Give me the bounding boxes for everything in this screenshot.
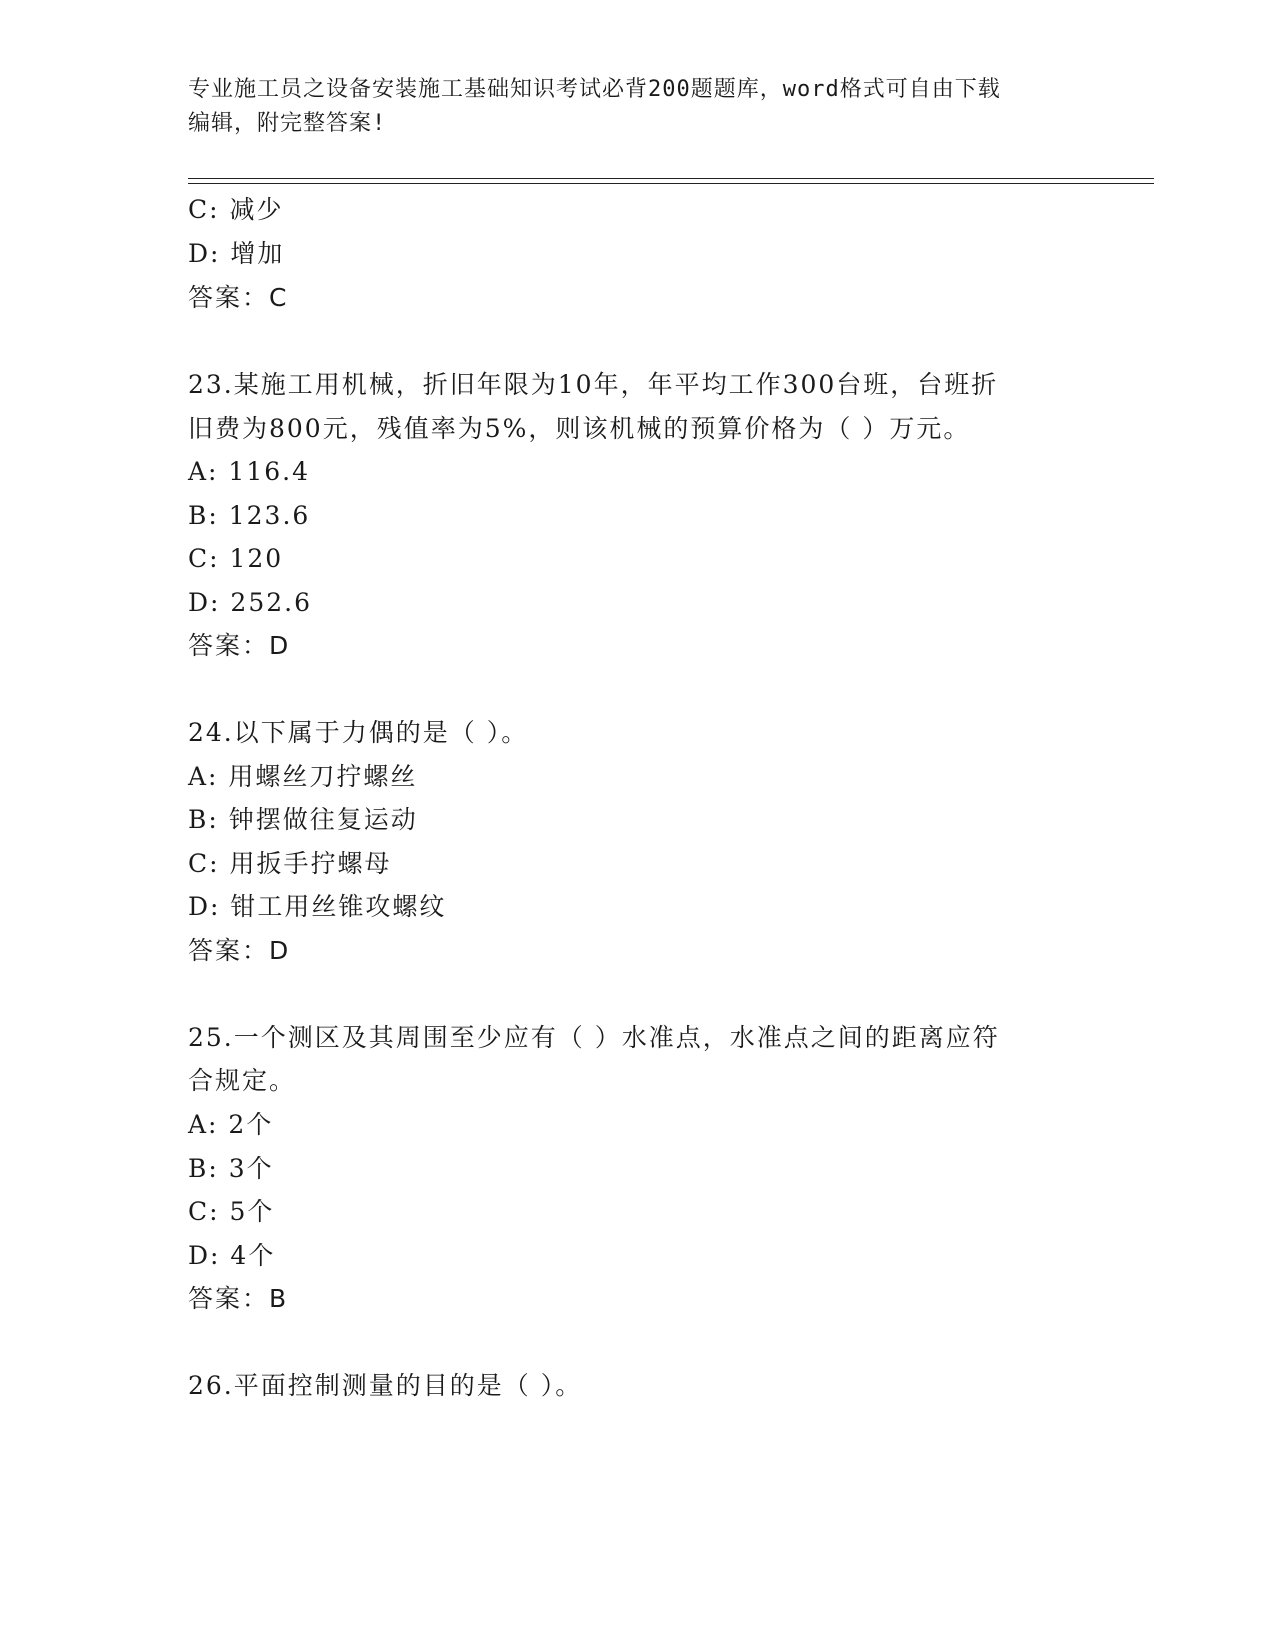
q24-option-a: A: 用螺丝刀拧螺丝 (188, 762, 418, 791)
q26-text-line-1: 26.平面控制测量的目的是（ ）。 (188, 1371, 583, 1400)
q23-option-d: D: 252.6 (188, 588, 312, 617)
document-header (188, 73, 1068, 141)
q25-answer: 答案：B (188, 1284, 289, 1313)
q25-text-line-1: 25.一个测区及其周围至少应有（ ）水准点，水准点之间的距离应符 (188, 1023, 1000, 1052)
q24-answer: 答案：D (188, 936, 291, 965)
prev-option-c: C: 减少 (188, 195, 284, 224)
header-divider-top (188, 178, 1154, 179)
q23-option-b: B: 123.6 (188, 501, 311, 530)
q25-option-d: D: 4个 (188, 1241, 276, 1270)
q24-option-b: B: 钟摆做往复运动 (188, 805, 418, 834)
q24-option-d: D: 钳工用丝锥攻螺纹 (188, 892, 447, 921)
q23-option-a: A: 116.4 (188, 457, 310, 486)
q23-option-c: C: 120 (188, 544, 284, 573)
q24-text-line-1: 24.以下属于力偶的是（ ）。 (188, 718, 529, 747)
q23-text-line-2: 旧费为800元，残值率为5%，则该机械的预算价格为（ ）万元。 (188, 414, 971, 443)
q25-option-a: A: 2个 (188, 1110, 274, 1139)
header-divider-bottom (188, 183, 1154, 184)
q25-option-c: C: 5个 (188, 1197, 275, 1226)
q25-text-line-2: 合规定。 (188, 1066, 297, 1095)
prev-option-d: D: 增加 (188, 239, 285, 268)
q23-text-line-1: 23.某施工用机械，折旧年限为10年，年平均工作300台班，台班折 (188, 370, 999, 399)
q25-option-b: B: 3个 (188, 1154, 274, 1183)
q24-option-c: C: 用扳手拧螺母 (188, 849, 392, 878)
prev-answer: 答案：C (188, 283, 289, 312)
header-title-line-2: 编辑，附完整答案! (188, 111, 387, 136)
q23-answer: 答案：D (188, 631, 291, 660)
header-title-line-1: 专业施工员之设备安装施工基础知识考试必背200题题库，word格式可自由下载 (188, 77, 1001, 102)
